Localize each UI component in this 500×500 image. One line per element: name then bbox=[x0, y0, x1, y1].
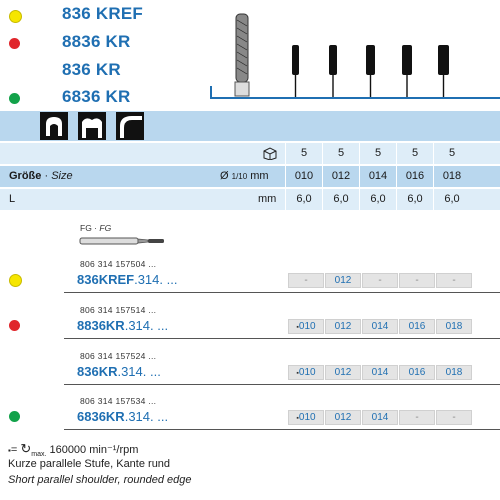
bur-large-icon bbox=[235, 14, 249, 96]
bur-illustrations bbox=[200, 0, 500, 110]
row-divider bbox=[64, 292, 500, 293]
color-dot bbox=[9, 10, 22, 23]
availability-cell[interactable]: - bbox=[399, 273, 435, 288]
availability-cell[interactable]: 012 bbox=[325, 365, 361, 380]
availability-cell[interactable]: - bbox=[362, 273, 398, 288]
product-ref: 806 314 157524 ... bbox=[80, 351, 157, 361]
color-dot bbox=[9, 93, 20, 104]
speed-marker-icon: ▪ bbox=[8, 446, 11, 455]
length-value: 6,0 bbox=[407, 193, 423, 205]
pack-value: 5 bbox=[374, 147, 382, 159]
availability-cell[interactable]: 016 bbox=[399, 365, 435, 380]
length-value: 6,0 bbox=[370, 193, 386, 205]
product-code[interactable]: 836KREF.314. ... bbox=[77, 272, 178, 287]
pack-value: 5 bbox=[448, 147, 456, 159]
speed-marker-icon: ▪ bbox=[296, 370, 299, 377]
length-label: L bbox=[9, 193, 16, 205]
pack-value: 5 bbox=[411, 147, 419, 159]
color-dot bbox=[9, 274, 22, 287]
pack-value: 5 bbox=[337, 147, 345, 159]
fg-bur-icon bbox=[78, 234, 168, 248]
product-code[interactable]: 8836KR.314. ... bbox=[77, 318, 169, 333]
availability-cell[interactable]: ▪010 bbox=[288, 365, 324, 380]
availability-cell[interactable]: - bbox=[288, 273, 324, 288]
tooth-application-icon bbox=[40, 112, 160, 140]
bur-small-icon bbox=[292, 45, 449, 97]
description-de: Kurze parallele Stufe, Kante rund bbox=[8, 458, 171, 470]
model-name: 836 KREF bbox=[62, 4, 143, 23]
length-value: 6,0 bbox=[333, 193, 349, 205]
pack-value: 5 bbox=[300, 147, 308, 159]
model-name: 8836 KR bbox=[62, 32, 131, 51]
row-divider bbox=[64, 384, 500, 385]
product-ref: 806 314 157534 ... bbox=[80, 396, 157, 406]
model-name: 836 KR bbox=[62, 60, 121, 79]
product-ref: 806 314 157504 ... bbox=[80, 259, 157, 269]
availability-cell[interactable]: - bbox=[436, 410, 472, 425]
length-value: 6,0 bbox=[444, 193, 460, 205]
availability-cell[interactable]: 014 bbox=[362, 365, 398, 380]
speed-marker-icon: ▪ bbox=[296, 415, 299, 422]
product-code[interactable]: 6836KR.314. ... bbox=[77, 409, 169, 424]
max-speed-note: ▪= $↻_{max.}$ 160000 min⁻¹/rpm bbox=[8, 441, 139, 459]
availability-cell[interactable]: 014 bbox=[362, 410, 398, 425]
availability-cell[interactable]: 018 bbox=[436, 319, 472, 334]
size-value: 016 bbox=[405, 170, 425, 182]
shank-label: FG · FG bbox=[80, 223, 112, 233]
model-name: 6836 KR bbox=[62, 87, 131, 106]
product-ref: 806 314 157514 ... bbox=[80, 305, 157, 315]
availability-cell[interactable]: ▪010 bbox=[288, 410, 324, 425]
availability-cell[interactable]: - bbox=[399, 410, 435, 425]
availability-cell[interactable]: 012 bbox=[325, 273, 361, 288]
size-value: 018 bbox=[442, 170, 462, 182]
product-code[interactable]: 836KR.314. ... bbox=[77, 364, 161, 379]
size-value: 012 bbox=[331, 170, 351, 182]
application-icons bbox=[40, 112, 160, 145]
description-en: Short parallel shoulder, rounded edge bbox=[8, 474, 192, 486]
size-unit: Ø 1/10 mm bbox=[220, 170, 269, 182]
color-dot bbox=[9, 320, 20, 331]
package-icon bbox=[262, 146, 278, 160]
size-label: Größe · Size bbox=[9, 170, 73, 182]
availability-cell[interactable]: ▪010 bbox=[288, 319, 324, 334]
availability-cell[interactable]: 012 bbox=[325, 319, 361, 334]
length-value: 6,0 bbox=[296, 193, 312, 205]
availability-cell[interactable]: - bbox=[436, 273, 472, 288]
rotation-icon: ↻ bbox=[20, 441, 32, 456]
row-divider bbox=[64, 338, 500, 339]
size-value: 014 bbox=[368, 170, 388, 182]
length-unit: mm bbox=[258, 193, 277, 205]
availability-cell[interactable]: 014 bbox=[362, 319, 398, 334]
color-dot bbox=[9, 411, 20, 422]
size-value: 010 bbox=[294, 170, 314, 182]
availability-cell[interactable]: 016 bbox=[399, 319, 435, 334]
row-divider bbox=[64, 429, 500, 430]
availability-cell[interactable]: 012 bbox=[325, 410, 361, 425]
speed-marker-icon: ▪ bbox=[296, 324, 299, 331]
availability-cell[interactable]: 018 bbox=[436, 365, 472, 380]
color-dot bbox=[9, 38, 20, 49]
